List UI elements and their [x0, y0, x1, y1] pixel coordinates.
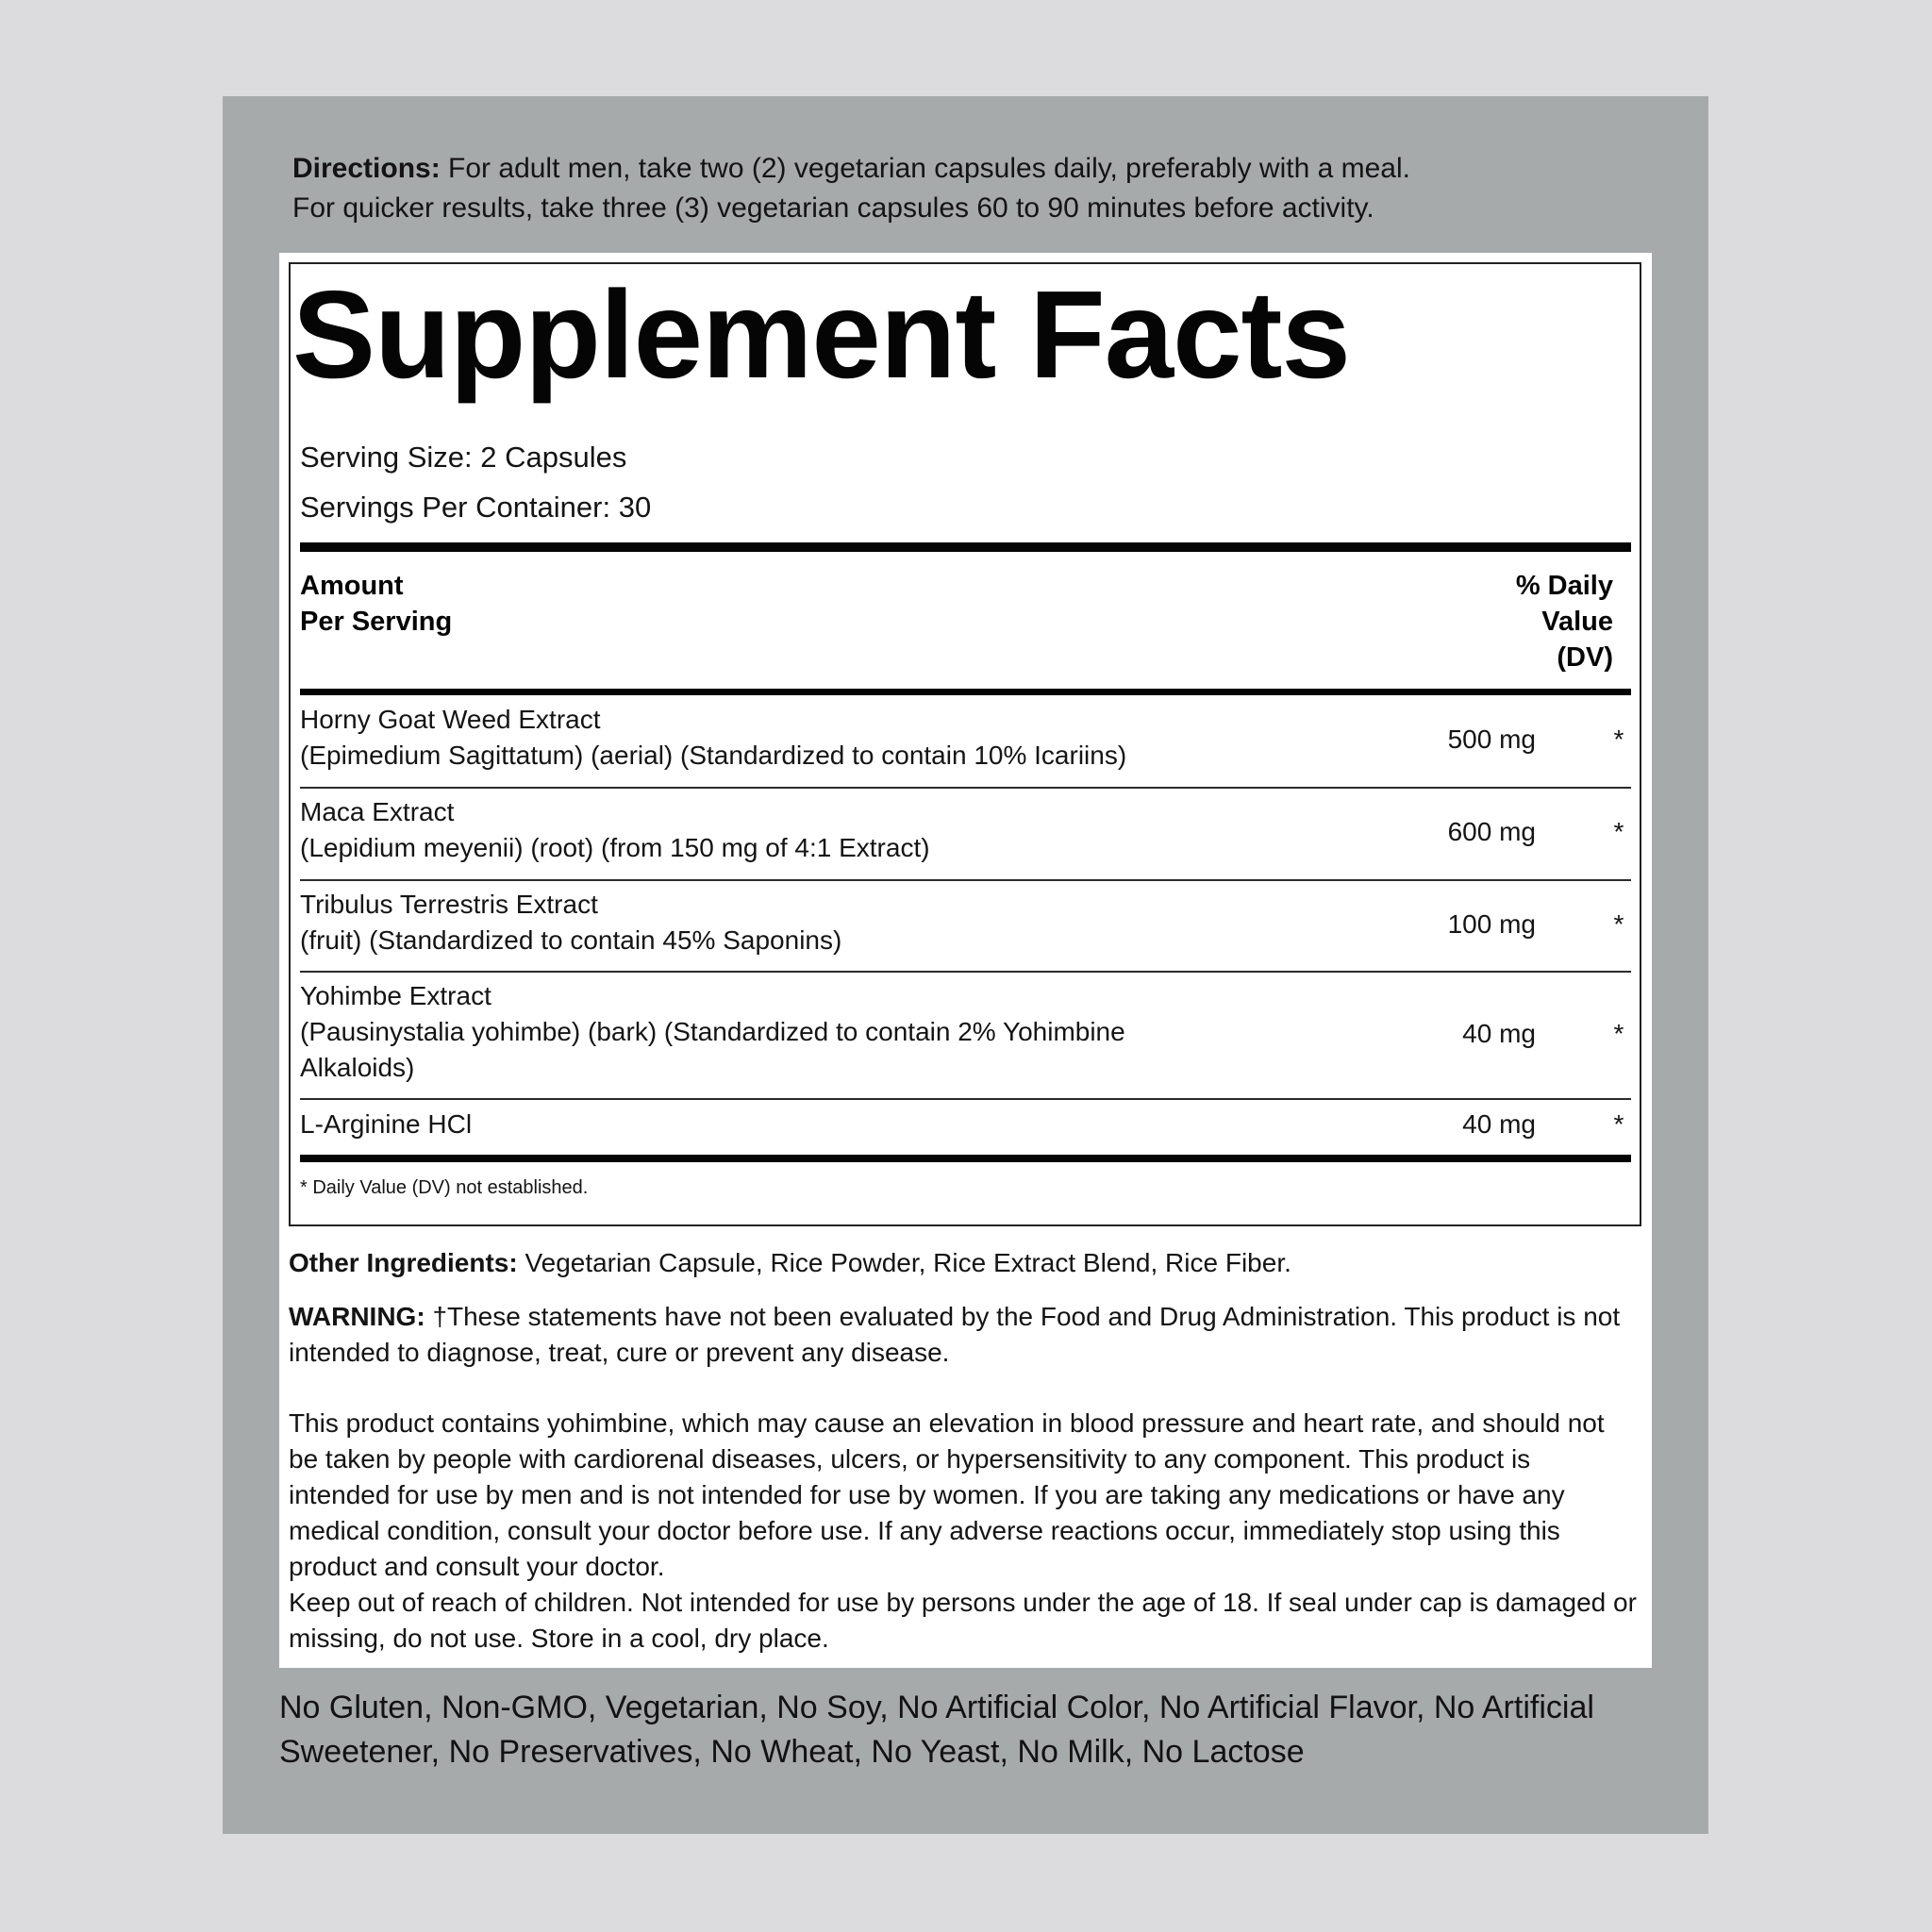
- serving-size: Serving Size: 2 Capsules: [300, 441, 627, 474]
- row-divider: [300, 787, 1631, 789]
- ingredient-amount: 500 mg: [1447, 724, 1536, 754]
- ingredient-amount: 100 mg: [1447, 909, 1536, 939]
- ingredient-dv: *: [1613, 1019, 1624, 1048]
- ingredient-name: Tribulus Terrestris Extract: [300, 890, 598, 919]
- storage-notice: Keep out of reach of children. Not intended for use by persons under the age of 18. If seal under cap is damaged or missing, do not use. Store in a cool, dry place.: [289, 1588, 1637, 1653]
- other-ingredients: [289, 1245, 1638, 1281]
- dv-header-line-2: Value: [1541, 607, 1613, 637]
- thick-divider-header: [300, 689, 1631, 695]
- amount-per-serving-header: [300, 568, 452, 640]
- thick-divider-top: [300, 542, 1631, 552]
- ingredient-name-block: [300, 794, 1149, 866]
- ingredient-dv: *: [1613, 817, 1624, 846]
- ingredient-dv: *: [1613, 724, 1624, 754]
- ingredient-detail: (Epimedium Sagittatum) (aerial) (Standardized to contain 10% Icariins): [300, 741, 1127, 770]
- amount-header-line-1: Amount: [300, 571, 404, 601]
- warning-text: †These statements have not been evaluated by the Food and Drug Administration. This product is not intended to diagnose, treat, cure or prevent any disease.: [289, 1302, 1621, 1367]
- ingredient-dv: *: [1613, 1109, 1624, 1139]
- ingredient-row: [300, 794, 1631, 870]
- ingredient-detail-continued: Alkaloids): [300, 1053, 415, 1082]
- ingredient-name: Horny Goat Weed Extract: [300, 705, 601, 734]
- ingredient-row: [300, 1107, 1631, 1144]
- ingredient-name-block: [300, 702, 1149, 774]
- other-ingredients-text: Vegetarian Capsule, Rice Powder, Rice Extract Blend, Rice Fiber.: [525, 1248, 1291, 1277]
- amount-header-line-2: Per Serving: [300, 607, 453, 637]
- servings-per-container: Servings Per Container: 30: [300, 491, 652, 524]
- row-divider: [300, 1098, 1631, 1100]
- ingredient-amount: 600 mg: [1447, 817, 1536, 846]
- ingredient-detail: (Lepidium meyenii) (root) (from 150 mg of 4:1 Extract): [300, 833, 930, 862]
- yohimbine-notice: This product contains yohimbine, which may cause an elevation in blood pressure and heart rate, and should not be taken by people with cardiorenal diseases, ulcers, or hypersensitivity to any component. This product is intended for use by men and is not intended for use by women. If you are taking any medications or have any medical condition, consult your doctor before use. If any adverse reactions occur, immediately stop using this product and consult your doctor.: [289, 1408, 1605, 1581]
- ingredient-name-block: [300, 978, 1149, 1086]
- row-divider: [300, 879, 1631, 881]
- row-divider: [300, 971, 1631, 973]
- directions-line-2: For quicker results, take three (3) vegetarian capsules 60 to 90 minutes before activity.: [292, 192, 1374, 224]
- supplement-facts-title: Supplement Facts: [292, 265, 1350, 404]
- ingredient-row: [300, 887, 1631, 962]
- ingredient-detail: (Pausinystalia yohimbe) (bark) (Standardized to contain 2% Yohimbine: [300, 1017, 1125, 1046]
- directions-line-1: For adult men, take two (2) vegetarian capsules daily, preferably with a meal.: [448, 153, 1410, 184]
- ingredient-name: Maca Extract: [300, 797, 455, 826]
- ingredient-row: [300, 978, 1631, 1090]
- other-ingredients-label: Other Ingredients:: [289, 1248, 518, 1277]
- ingredient-name-block: [300, 887, 1149, 958]
- ingredient-amount: 40 mg: [1462, 1109, 1536, 1139]
- ingredient-amount: 40 mg: [1462, 1019, 1536, 1048]
- warning: [289, 1299, 1638, 1371]
- ingredient-detail: (fruit) (Standardized to contain 45% Saponins): [300, 925, 842, 955]
- dv-footnote: * Daily Value (DV) not established.: [300, 1177, 589, 1198]
- dv-header-line-1: % Daily: [1515, 571, 1613, 601]
- dietary-claims: No Gluten, Non-GMO, Vegetarian, No Soy, No Artificial Color, No Artificial Flavor, No Artificial Sweetener, No Preservatives, No Wheat, No Yeast, No Milk, No Lactose: [279, 1690, 1594, 1770]
- ingredient-dv: *: [1613, 909, 1624, 939]
- dv-header-line-3: (DV): [1557, 642, 1613, 673]
- ingredient-row: [300, 702, 1631, 777]
- directions-label: Directions:: [292, 153, 441, 184]
- daily-value-header: [1472, 568, 1613, 675]
- thick-divider-bottom: [300, 1155, 1631, 1162]
- ingredient-name: Yohimbe Extract: [300, 981, 491, 1010]
- warning-label: WARNING:: [289, 1302, 425, 1331]
- ingredient-name: L-Arginine HCl: [300, 1109, 473, 1139]
- directions-text: [292, 149, 1613, 228]
